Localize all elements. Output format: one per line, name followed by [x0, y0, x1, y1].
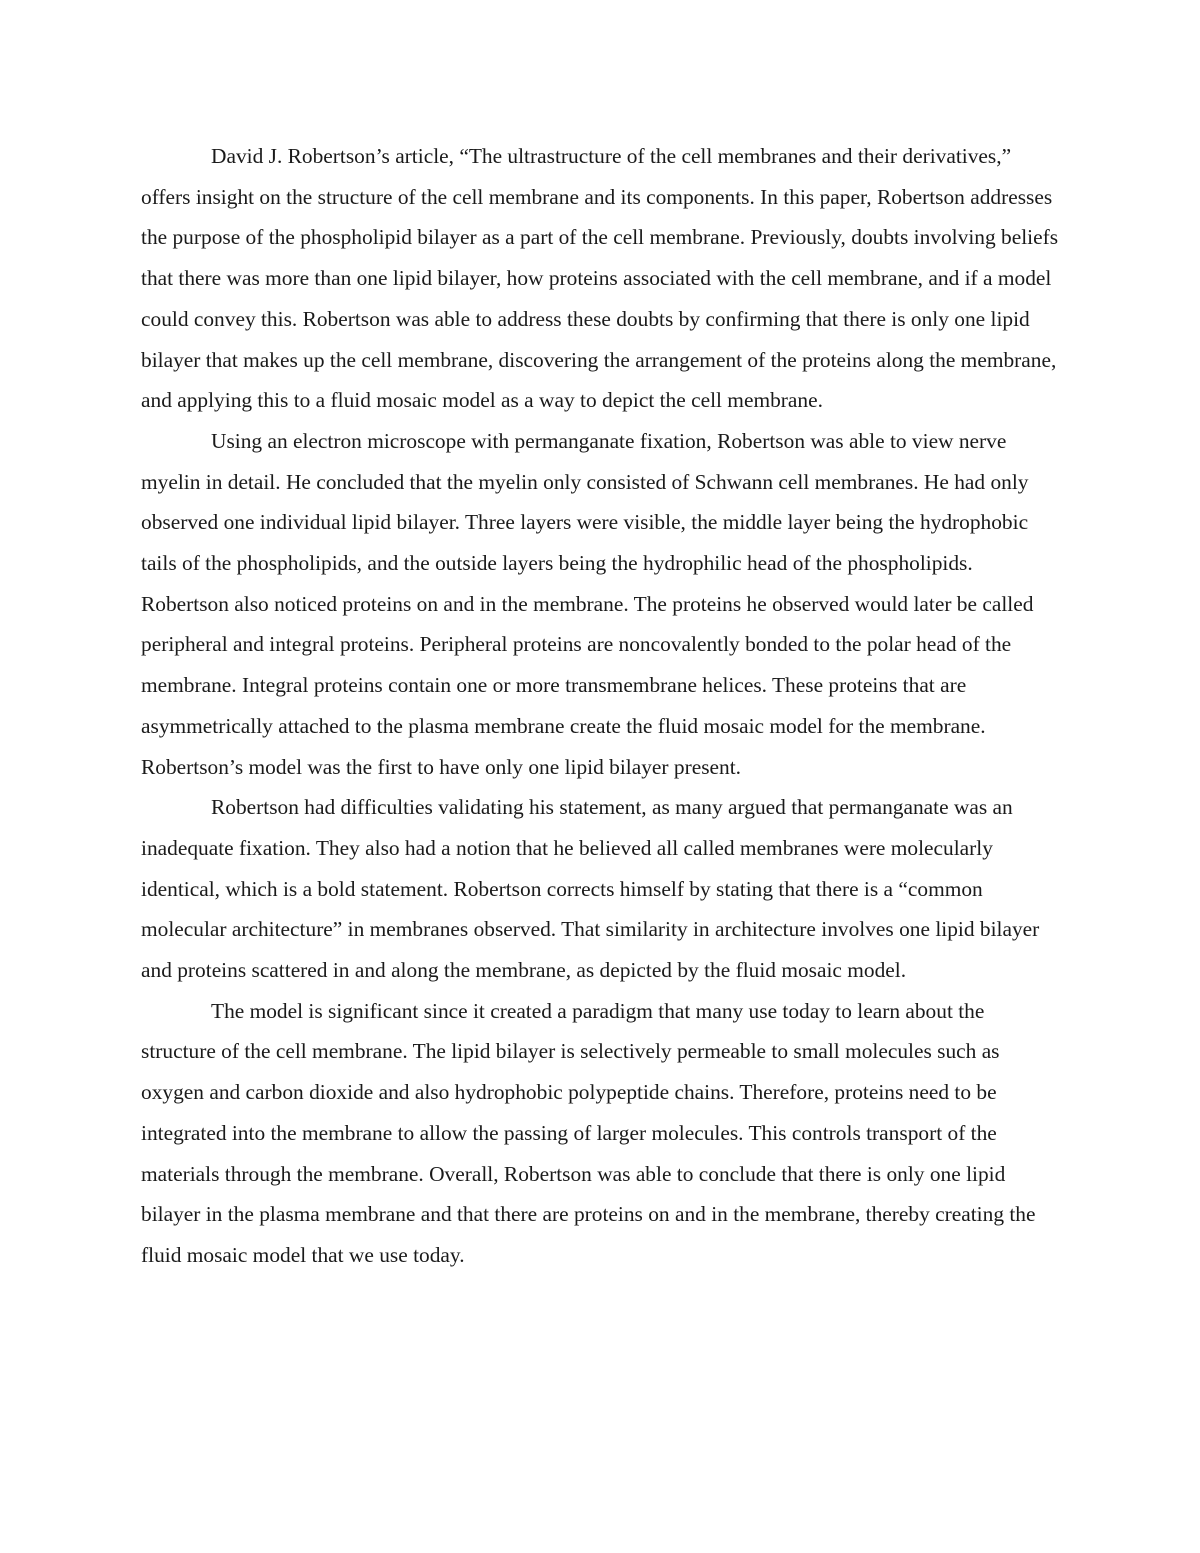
paragraph-2: Using an electron microscope with permanganate fixation, Robertson was able to view nerve myelin in detail. He concluded that the myelin only consisted of Schwann cell membranes. He had only observed one individual lipid bilayer. Three layers were visible, the middle layer being the hydrophobic tails of the phospholipids, and the outside layers being the hydrophilic head of the phospholipids. Robertson also noticed proteins on and in the membrane. The proteins he observed would later be called peripheral and integral proteins. Peripheral proteins are noncovalently bonded to the polar head of the membrane. Integral proteins contain one or more transmembrane helices. These proteins that are asymmetrically attached to the plasma membrane create the fluid mosaic model for the membrane. Robertson’s model was the first to have only one lipid bilayer present. [141, 428, 1034, 779]
paragraph-4: The model is significant since it created a paradigm that many use today to learn about the structure of the cell membrane. The lipid bilayer is selectively permeable to small molecules such as oxygen and carbon dioxide and also hydrophobic polypeptide chains. Therefore, proteins need to be integrated into the membrane to allow the passing of larger molecules. This controls transport of the materials through the membrane. Overall, Robertson was able to conclude that there is only one lipid bilayer in the plasma membrane and that there are proteins on and in the membrane, thereby creating the fluid mosaic model that we use today. [141, 998, 1036, 1267]
paragraph-1: David J. Robertson’s article, “The ultrastructure of the cell membranes and their derivatives,” offers insight on the structure of the cell membrane and its components. In this paper, Robertson addresses the purpose of the phospholipid bilayer as a part of the cell membrane. Previously, doubts involving beliefs that there was more than one lipid bilayer, how proteins associated with the cell membrane, and if a model could convey this. Robertson was able to address these doubts by confirming that there is only one lipid bilayer that makes up the cell membrane, discovering the arrangement of the proteins along the membrane, and applying this to a fluid mosaic model as a way to depict the cell membrane. [141, 144, 1059, 413]
document-body [141, 136, 1061, 1276]
paragraph-3: Robertson had difficulties validating his statement, as many argued that permanganate was an inadequate fixation. They also had a notion that he believed all called membranes were molecularly identical, which is a bold statement. Robertson corrects himself by stating that there is a “common molecular architecture” in membranes observed. That similarity in architecture involves one lipid bilayer and proteins scattered in and along the membrane, as depicted by the fluid mosaic model. [141, 795, 1040, 983]
